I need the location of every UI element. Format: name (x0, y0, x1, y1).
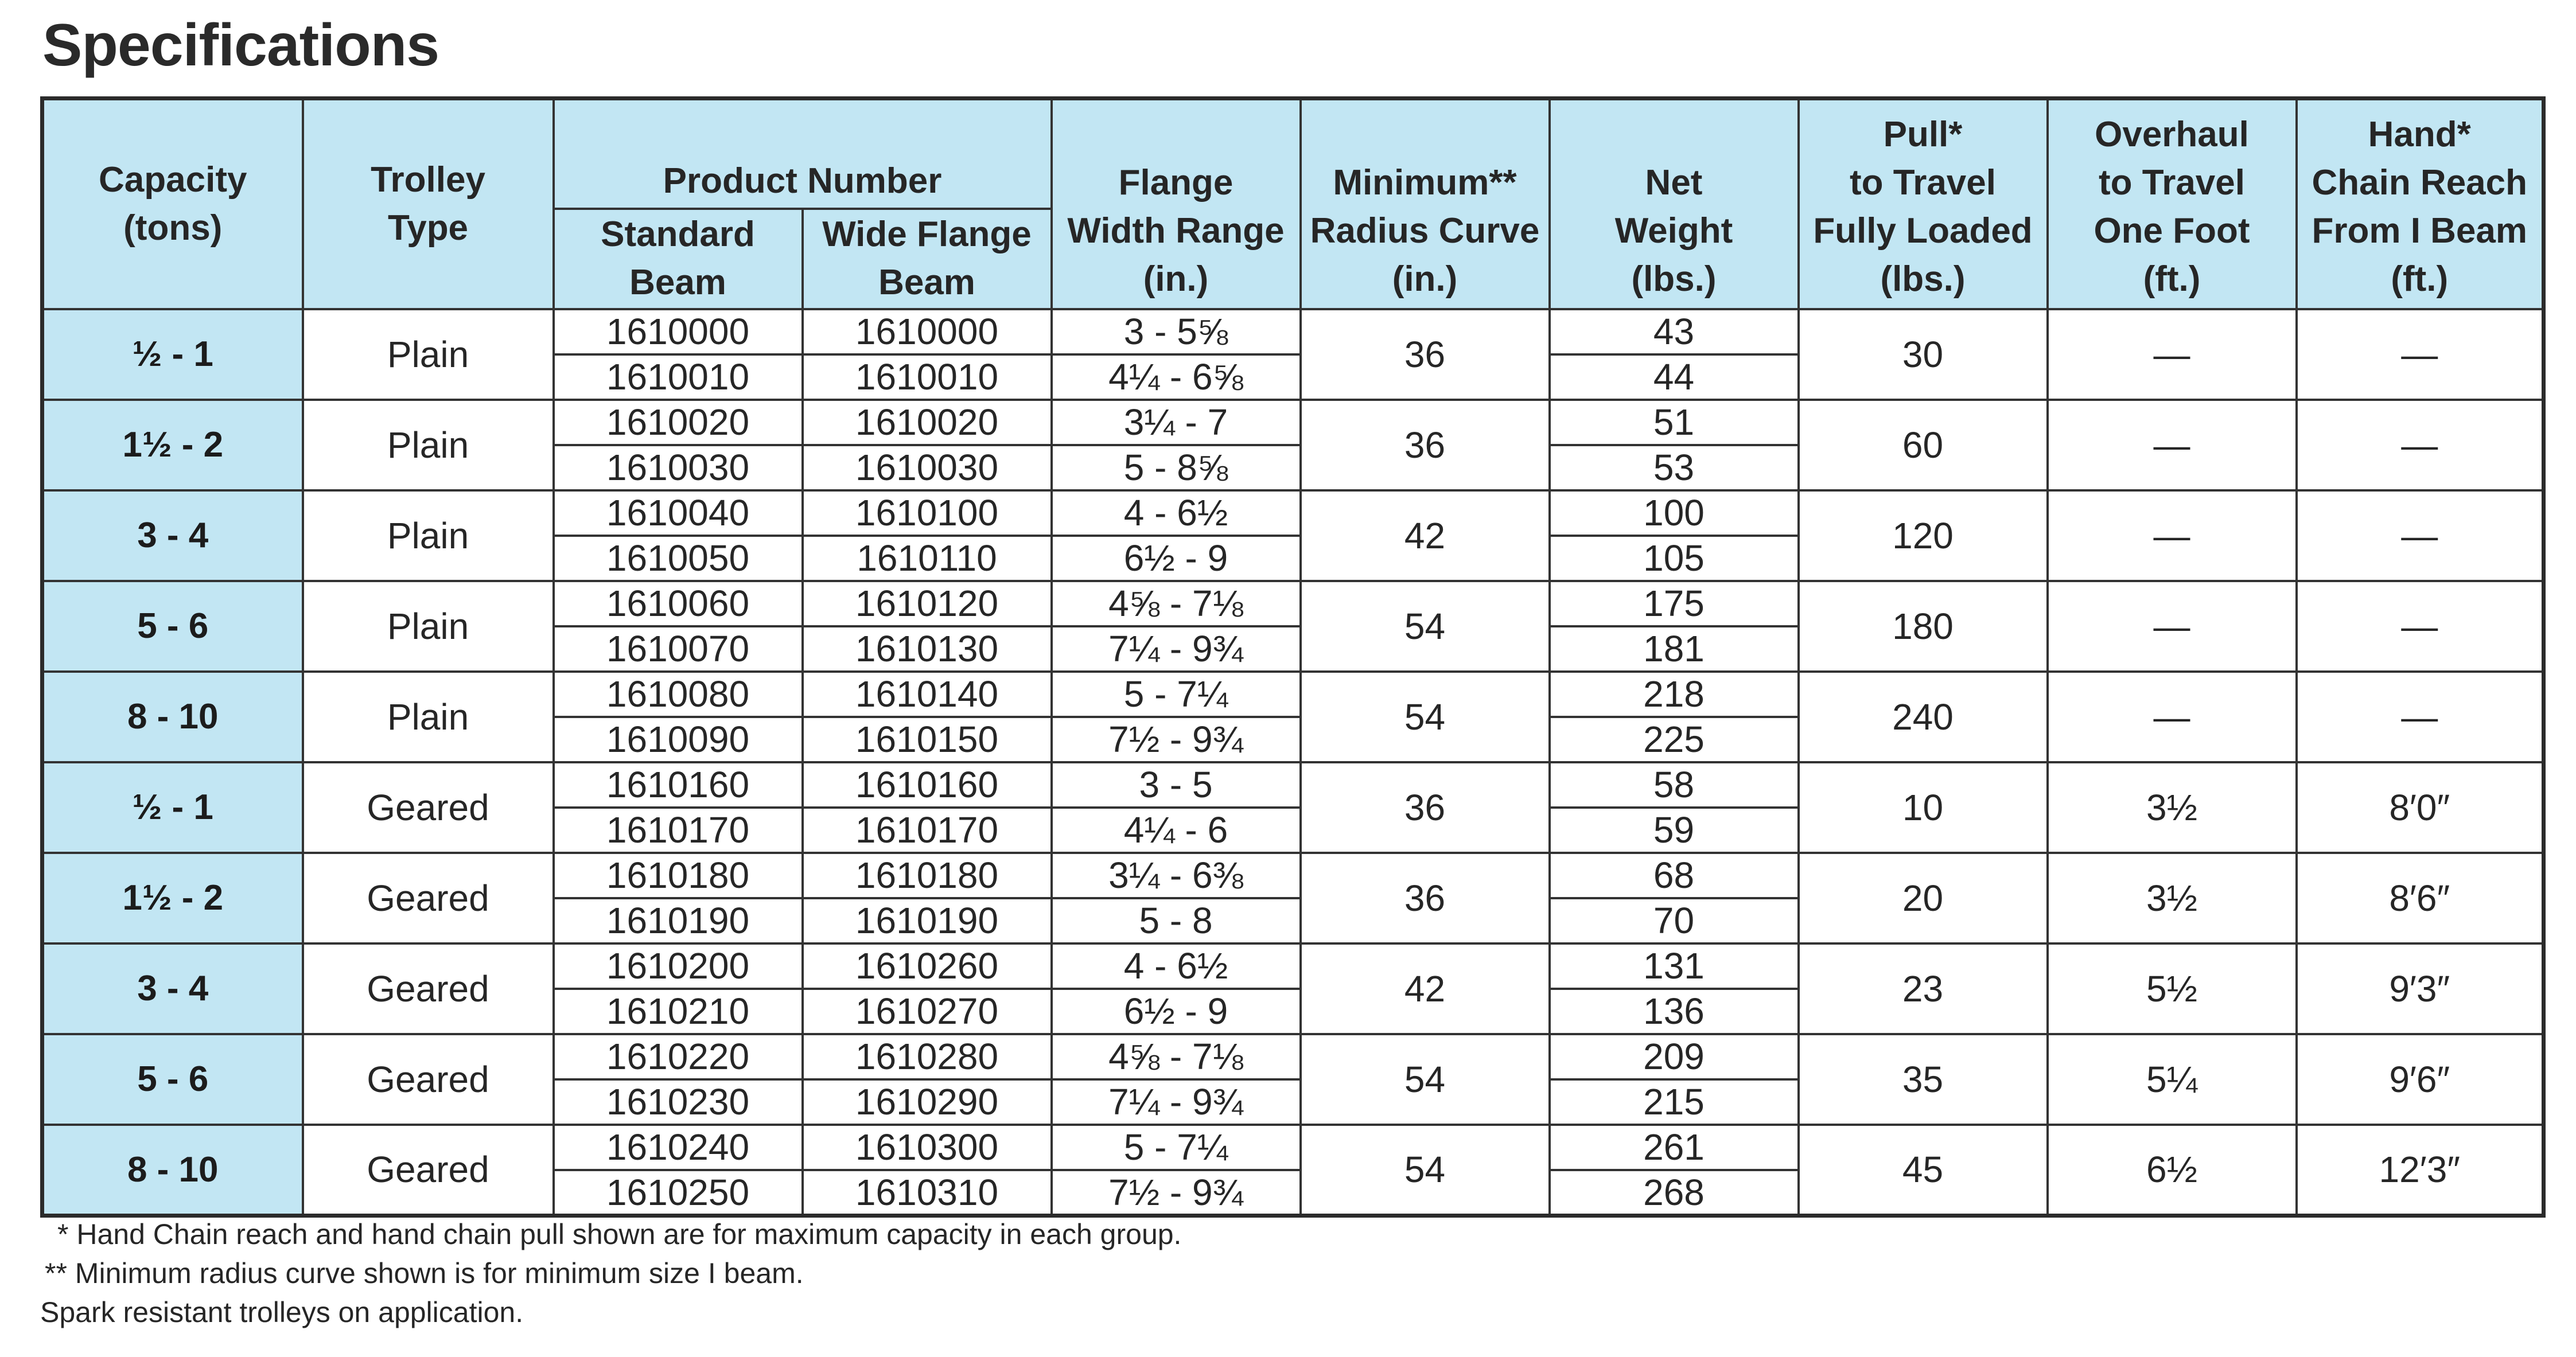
capacity-cell: 8 - 10 (42, 672, 303, 762)
header-pull-line1: Pull* (1883, 114, 1963, 154)
standard-beam-cell: 1610060 (554, 581, 803, 626)
wide-flange-beam-cell: 1610260 (803, 943, 1052, 989)
standard-beam-cell: 1610160 (554, 762, 803, 808)
header-pull-line2: to Travel (1850, 162, 1996, 202)
flange-width-cell: 4 - 6½ (1052, 943, 1301, 989)
wide-flange-beam-cell: 1610300 (803, 1125, 1052, 1170)
header-capacity (42, 99, 303, 309)
hand-chain-reach-cell: — (2297, 309, 2544, 400)
header-min-radius (1301, 99, 1550, 309)
header-pull (1799, 99, 2048, 309)
standard-beam-cell: 1610000 (554, 309, 803, 354)
standard-beam-cell: 1610070 (554, 626, 803, 672)
page-title: Specifications (42, 12, 439, 79)
header-weight-line3: (lbs.) (1631, 259, 1717, 299)
capacity-cell: 8 - 10 (42, 1125, 303, 1216)
flange-width-cell: 4⅝ - 7⅛ (1052, 581, 1301, 626)
header-overhaul-line2: to Travel (2099, 162, 2245, 202)
header-chain-line1: Hand* (2368, 114, 2471, 154)
header-wide-line2: Beam (878, 263, 975, 302)
trolley-type-cell: Plain (303, 581, 554, 672)
header-wide-line1: Wide Flange (822, 215, 1032, 254)
standard-beam-cell: 1610010 (554, 354, 803, 400)
hand-chain-reach-cell: — (2297, 581, 2544, 672)
net-weight-cell: 51 (1550, 400, 1799, 445)
header-overhaul-line4: (ft.) (2143, 259, 2201, 299)
pull-cell: 10 (1799, 762, 2048, 853)
table-row (42, 943, 2544, 989)
trolley-type-cell: Geared (303, 943, 554, 1034)
flange-width-cell: 5 - 7¼ (1052, 672, 1301, 717)
table-row (42, 400, 2544, 445)
wide-flange-beam-cell: 1610280 (803, 1034, 1052, 1079)
trolley-type-cell: Plain (303, 672, 554, 762)
flange-width-cell: 7¼ - 9¾ (1052, 626, 1301, 672)
pull-cell: 180 (1799, 581, 2048, 672)
min-radius-cell: 54 (1301, 672, 1550, 762)
header-pull-line3: Fully Loaded (1813, 210, 2033, 251)
wide-flange-beam-cell: 1610180 (803, 853, 1052, 898)
net-weight-cell: 68 (1550, 853, 1799, 898)
standard-beam-cell: 1610050 (554, 536, 803, 581)
header-chain-line3: From I Beam (2312, 210, 2528, 251)
hand-chain-reach-cell: — (2297, 490, 2544, 581)
min-radius-cell: 36 (1301, 762, 1550, 853)
overhaul-cell: — (2048, 581, 2297, 672)
table-row (42, 1034, 2544, 1079)
flange-width-cell: 5 - 7¼ (1052, 1125, 1301, 1170)
net-weight-cell: 136 (1550, 989, 1799, 1034)
header-capacity-line1: Capacity (99, 159, 247, 200)
standard-beam-cell: 1610080 (554, 672, 803, 717)
net-weight-cell: 58 (1550, 762, 1799, 808)
net-weight-cell: 268 (1550, 1170, 1799, 1216)
flange-width-cell: 4⅝ - 7⅛ (1052, 1034, 1301, 1079)
trolley-type-cell: Plain (303, 400, 554, 490)
footnote-min-radius: ** Minimum radius curve shown is for minimum size I beam. (45, 1257, 804, 1289)
standard-beam-cell: 1610240 (554, 1125, 803, 1170)
trolley-type-cell: Geared (303, 1125, 554, 1216)
net-weight-cell: 59 (1550, 808, 1799, 853)
wide-flange-beam-cell: 1610140 (803, 672, 1052, 717)
net-weight-cell: 43 (1550, 309, 1799, 354)
flange-width-cell: 6½ - 9 (1052, 989, 1301, 1034)
wide-flange-beam-cell: 1610100 (803, 490, 1052, 536)
flange-width-cell: 3 - 5 (1052, 762, 1301, 808)
footnote-hand-chain: * Hand Chain reach and hand chain pull shown are for maximum capacity in each group. (57, 1218, 1182, 1250)
table-row (42, 581, 2544, 626)
footnotes (40, 1215, 1181, 1332)
net-weight-cell: 44 (1550, 354, 1799, 400)
capacity-cell: 5 - 6 (42, 1034, 303, 1125)
header-capacity-line2: (tons) (123, 208, 223, 248)
net-weight-cell: 218 (1550, 672, 1799, 717)
capacity-cell: 3 - 4 (42, 490, 303, 581)
flange-width-cell: 4 - 6½ (1052, 490, 1301, 536)
standard-beam-cell: 1610090 (554, 717, 803, 762)
flange-width-cell: 3¼ - 6⅜ (1052, 853, 1301, 898)
header-pull-line4: (lbs.) (1880, 259, 1966, 299)
min-radius-cell: 36 (1301, 400, 1550, 490)
header-std-line1: Standard (601, 215, 755, 254)
wide-flange-beam-cell: 1610110 (803, 536, 1052, 581)
standard-beam-cell: 1610200 (554, 943, 803, 989)
header-flange-width (1052, 99, 1301, 309)
overhaul-cell: 3½ (2048, 762, 2297, 853)
pull-cell: 45 (1799, 1125, 2048, 1216)
standard-beam-cell: 1610210 (554, 989, 803, 1034)
pull-cell: 120 (1799, 490, 2048, 581)
table-header (42, 99, 2544, 309)
overhaul-cell: — (2048, 672, 2297, 762)
flange-width-cell: 5 - 8⅝ (1052, 445, 1301, 490)
net-weight-cell: 225 (1550, 717, 1799, 762)
overhaul-cell: — (2048, 400, 2297, 490)
net-weight-cell: 100 (1550, 490, 1799, 536)
capacity-cell: 1½ - 2 (42, 853, 303, 943)
wide-flange-beam-cell: 1610150 (803, 717, 1052, 762)
table-row (42, 762, 2544, 808)
table-row (42, 490, 2544, 536)
hand-chain-reach-cell: 9′3″ (2297, 943, 2544, 1034)
header-weight-line2: Weight (1614, 210, 1733, 251)
net-weight-cell: 105 (1550, 536, 1799, 581)
standard-beam-cell: 1610180 (554, 853, 803, 898)
overhaul-cell: 3½ (2048, 853, 2297, 943)
wide-flange-beam-cell: 1610160 (803, 762, 1052, 808)
header-wide-flange-beam (803, 209, 1052, 309)
header-std-line2: Beam (629, 263, 726, 302)
specifications-table (40, 96, 2546, 1218)
wide-flange-beam-cell: 1610170 (803, 808, 1052, 853)
net-weight-cell: 209 (1550, 1034, 1799, 1079)
overhaul-cell: 6½ (2048, 1125, 2297, 1216)
min-radius-cell: 54 (1301, 1125, 1550, 1216)
header-trolley-line2: Type (387, 208, 469, 248)
net-weight-cell: 181 (1550, 626, 1799, 672)
standard-beam-cell: 1610040 (554, 490, 803, 536)
hand-chain-reach-cell: — (2297, 400, 2544, 490)
pull-cell: 60 (1799, 400, 2048, 490)
hand-chain-reach-cell: 8′0″ (2297, 762, 2544, 853)
wide-flange-beam-cell: 1610000 (803, 309, 1052, 354)
header-flange-line2: Width Range (1067, 210, 1285, 251)
wide-flange-beam-cell: 1610270 (803, 989, 1052, 1034)
header-product-number: Product Number (554, 99, 1052, 209)
header-chain-line2: Chain Reach (2312, 162, 2528, 202)
wide-flange-beam-cell: 1610290 (803, 1079, 1052, 1125)
header-overhaul-line1: Overhaul (2095, 114, 2249, 154)
footnote-spark-resistant: Spark resistant trolleys on application. (40, 1296, 524, 1328)
standard-beam-cell: 1610250 (554, 1170, 803, 1216)
header-flange-line3: (in.) (1143, 259, 1209, 299)
net-weight-cell: 261 (1550, 1125, 1799, 1170)
header-trolley-type (303, 99, 554, 309)
header-standard-beam (554, 209, 803, 309)
header-overhaul (2048, 99, 2297, 309)
header-net-weight (1550, 99, 1799, 309)
table-row (42, 309, 2544, 354)
net-weight-cell: 175 (1550, 581, 1799, 626)
capacity-cell: 1½ - 2 (42, 400, 303, 490)
header-weight-line1: Net (1645, 162, 1703, 202)
header-overhaul-line3: One Foot (2094, 210, 2250, 251)
hand-chain-reach-cell: — (2297, 672, 2544, 762)
table-row (42, 672, 2544, 717)
trolley-type-cell: Geared (303, 762, 554, 853)
pull-cell: 30 (1799, 309, 2048, 400)
hand-chain-reach-cell: 12′3″ (2297, 1125, 2544, 1216)
trolley-type-cell: Geared (303, 853, 554, 943)
header-chain-line4: (ft.) (2391, 259, 2449, 299)
min-radius-cell: 42 (1301, 943, 1550, 1034)
wide-flange-beam-cell: 1610030 (803, 445, 1052, 490)
hand-chain-reach-cell: 8′6″ (2297, 853, 2544, 943)
flange-width-cell: 4¼ - 6 (1052, 808, 1301, 853)
standard-beam-cell: 1610230 (554, 1079, 803, 1125)
table-row (42, 1125, 2544, 1170)
header-trolley-line1: Trolley (371, 159, 485, 200)
min-radius-cell: 54 (1301, 1034, 1550, 1125)
capacity-cell: ½ - 1 (42, 309, 303, 400)
flange-width-cell: 5 - 8 (1052, 898, 1301, 943)
net-weight-cell: 53 (1550, 445, 1799, 490)
net-weight-cell: 131 (1550, 943, 1799, 989)
trolley-type-cell: Plain (303, 309, 554, 400)
min-radius-cell: 36 (1301, 309, 1550, 400)
wide-flange-beam-cell: 1610310 (803, 1170, 1052, 1216)
net-weight-cell: 215 (1550, 1079, 1799, 1125)
wide-flange-beam-cell: 1610190 (803, 898, 1052, 943)
net-weight-cell: 70 (1550, 898, 1799, 943)
header-flange-line1: Flange (1118, 162, 1233, 202)
wide-flange-beam-cell: 1610120 (803, 581, 1052, 626)
pull-cell: 240 (1799, 672, 2048, 762)
capacity-cell: ½ - 1 (42, 762, 303, 853)
flange-width-cell: 7½ - 9¾ (1052, 717, 1301, 762)
table-row (42, 853, 2544, 898)
table-body (42, 309, 2544, 1216)
wide-flange-beam-cell: 1610010 (803, 354, 1052, 400)
header-radius-line2: Radius Curve (1310, 210, 1540, 251)
min-radius-cell: 42 (1301, 490, 1550, 581)
standard-beam-cell: 1610190 (554, 898, 803, 943)
flange-width-cell: 7¼ - 9¾ (1052, 1079, 1301, 1125)
flange-width-cell: 4¼ - 6⅝ (1052, 354, 1301, 400)
min-radius-cell: 54 (1301, 581, 1550, 672)
standard-beam-cell: 1610030 (554, 445, 803, 490)
pull-cell: 23 (1799, 943, 2048, 1034)
overhaul-cell: 5½ (2048, 943, 2297, 1034)
trolley-type-cell: Plain (303, 490, 554, 581)
standard-beam-cell: 1610220 (554, 1034, 803, 1079)
flange-width-cell: 3 - 5⅝ (1052, 309, 1301, 354)
wide-flange-beam-cell: 1610130 (803, 626, 1052, 672)
header-radius-line3: (in.) (1392, 259, 1458, 299)
flange-width-cell: 3¼ - 7 (1052, 400, 1301, 445)
pull-cell: 20 (1799, 853, 2048, 943)
min-radius-cell: 36 (1301, 853, 1550, 943)
capacity-cell: 5 - 6 (42, 581, 303, 672)
pull-cell: 35 (1799, 1034, 2048, 1125)
hand-chain-reach-cell: 9′6″ (2297, 1034, 2544, 1125)
flange-width-cell: 6½ - 9 (1052, 536, 1301, 581)
trolley-type-cell: Geared (303, 1034, 554, 1125)
header-radius-line1: Minimum** (1333, 162, 1517, 202)
standard-beam-cell: 1610170 (554, 808, 803, 853)
overhaul-cell: — (2048, 309, 2297, 400)
header-hand-chain (2297, 99, 2544, 309)
overhaul-cell: — (2048, 490, 2297, 581)
standard-beam-cell: 1610020 (554, 400, 803, 445)
capacity-cell: 3 - 4 (42, 943, 303, 1034)
wide-flange-beam-cell: 1610020 (803, 400, 1052, 445)
flange-width-cell: 7½ - 9¾ (1052, 1170, 1301, 1216)
overhaul-cell: 5¼ (2048, 1034, 2297, 1125)
